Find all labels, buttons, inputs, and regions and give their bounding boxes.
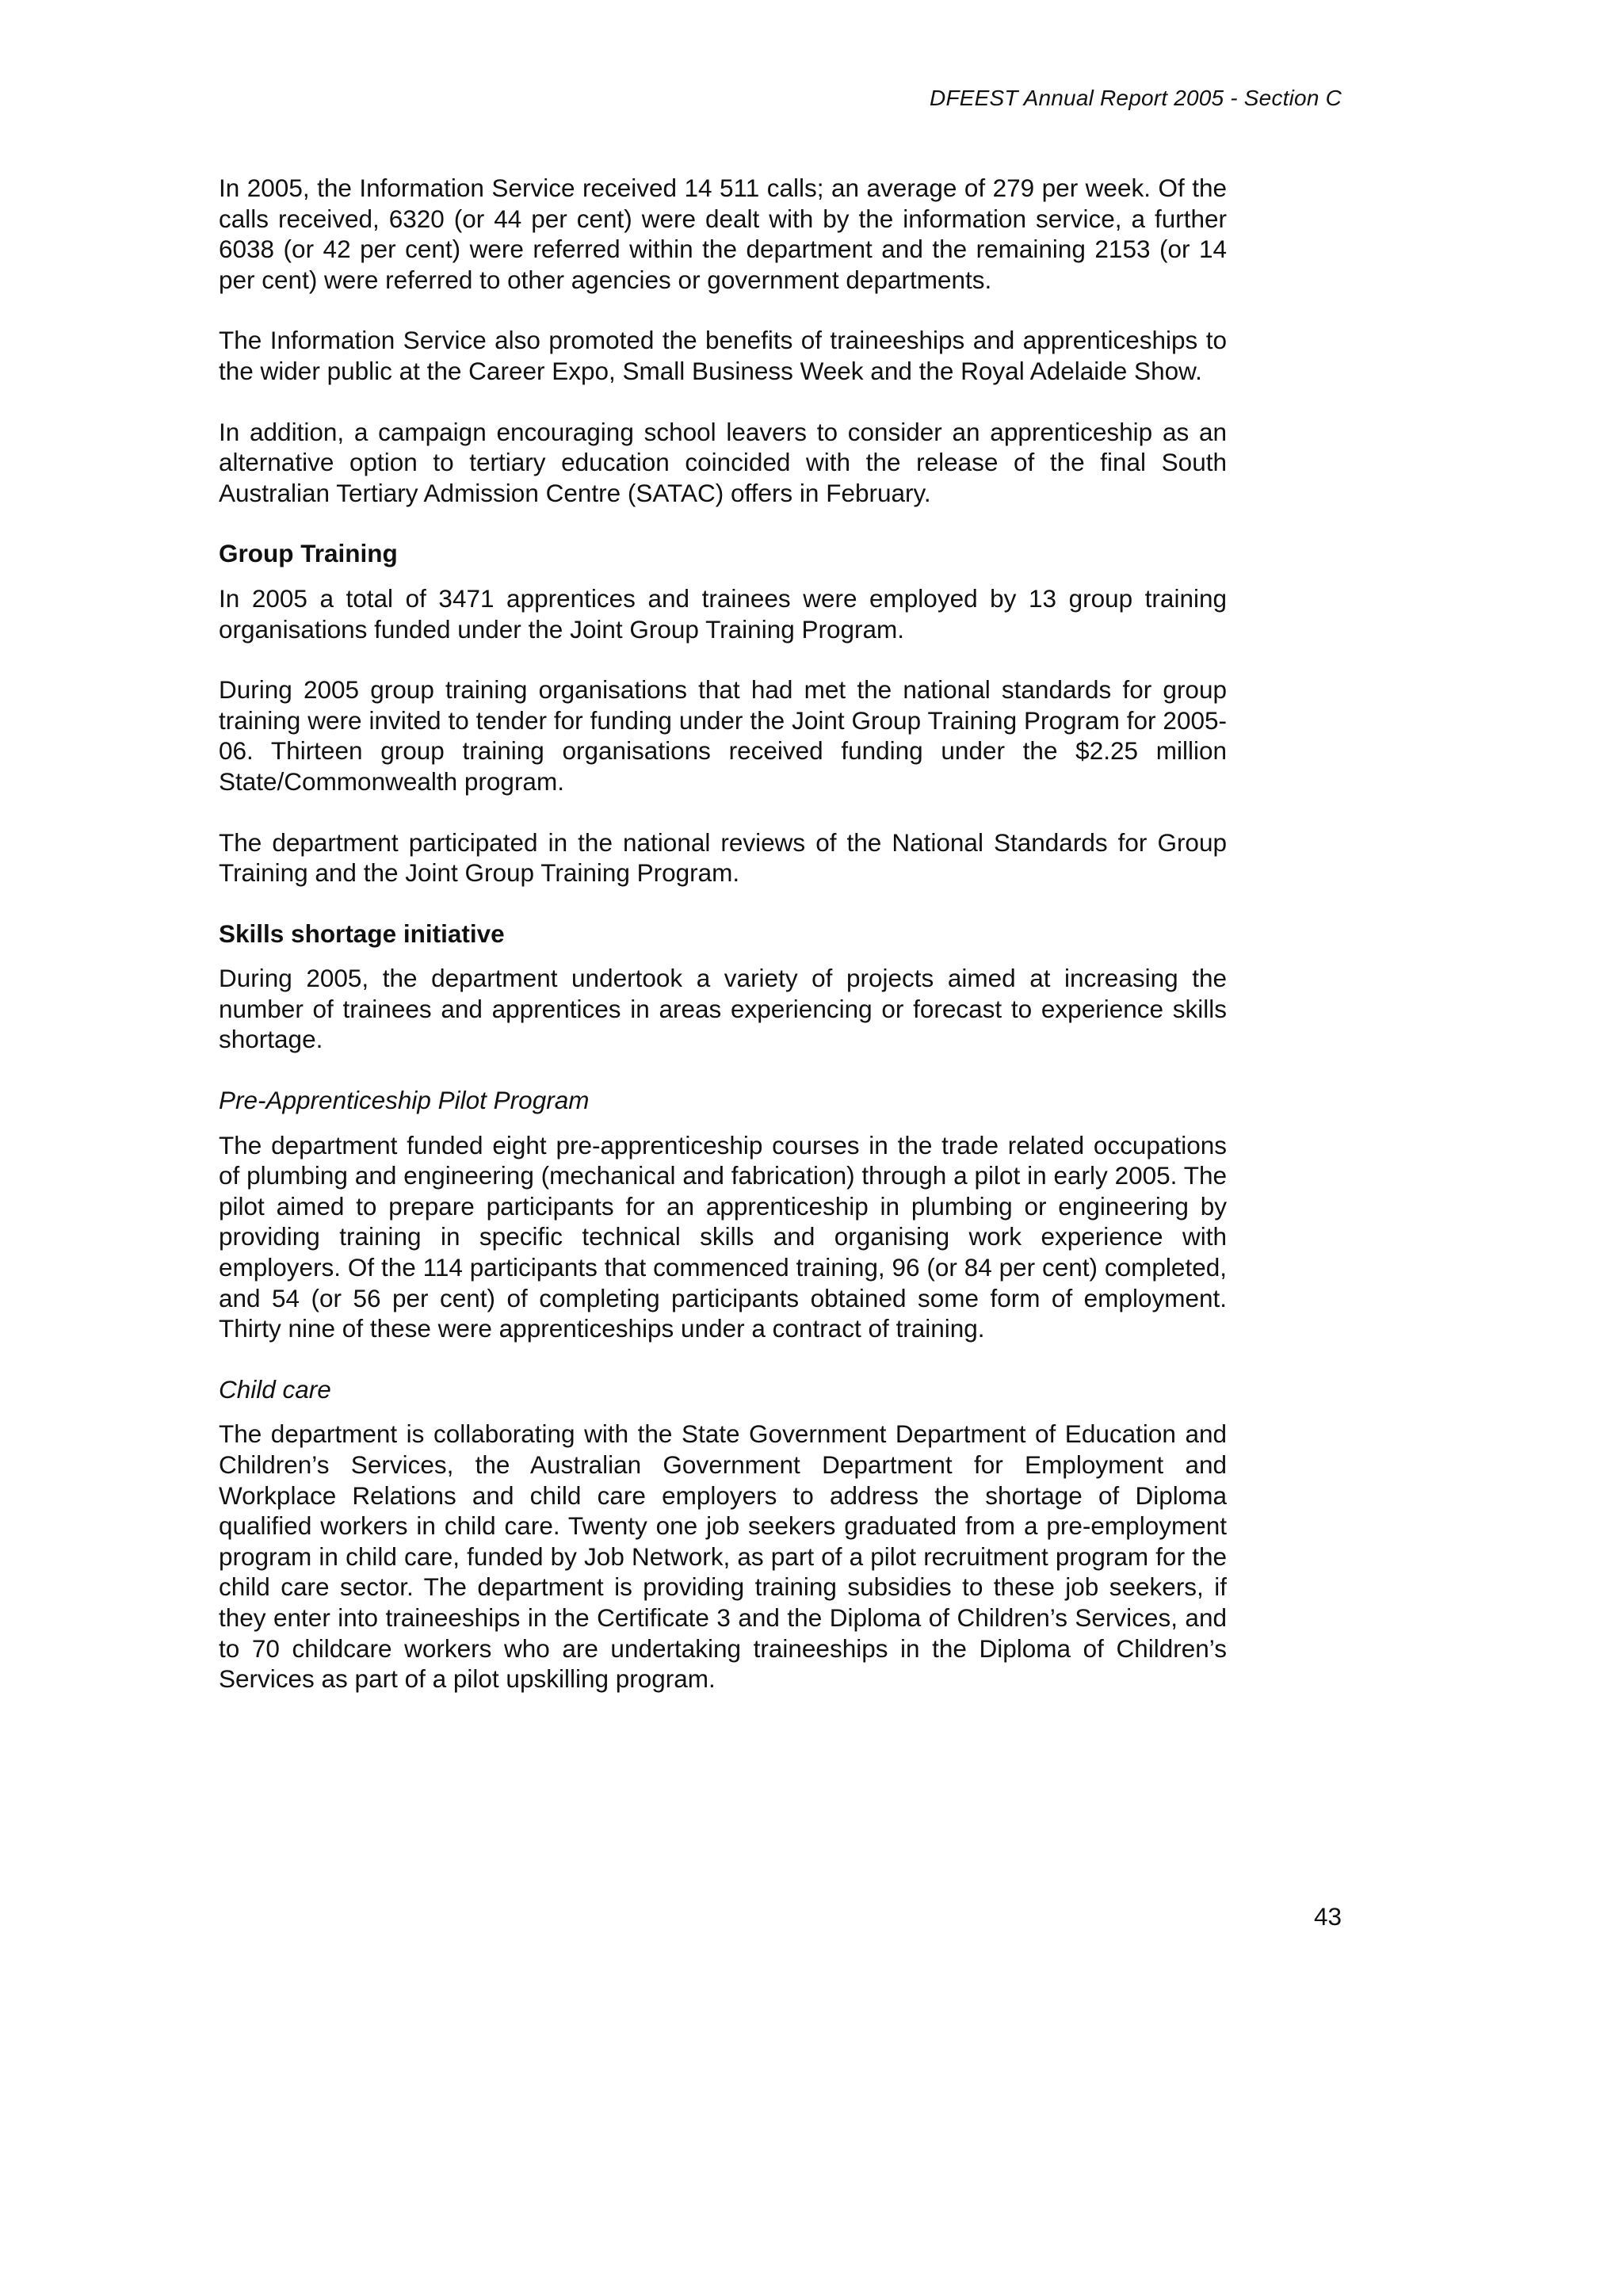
paragraph-national-reviews: The department participated in the national reviews of the National Standards for Group Training and the Joint Group Training Program. — [219, 827, 1227, 888]
subheading-pre-apprenticeship: Pre-Apprenticeship Pilot Program — [219, 1086, 590, 1115]
page-number: 43 — [1313, 1902, 1342, 1931]
paragraph-pre-apprenticeship: The department funded eight pre-apprenticeship courses in the trade related occupations of plumbing and engineering (mechanical and fabrication) through a pilot in early 2005. The pilot aimed to prepare participants for an apprenticeship in plumbing or engineering by providing training in specific technical skills and organising work experience with employers. Of the 114 participants that commenced training, 96 (or 84 per cent) completed, and 54 (or 56 per cent) of completing participants obtained some form of employment. Thirty nine of these were apprenticeships under a contract of training. — [219, 1130, 1227, 1343]
paragraph-child-care: The department is collaborating with the State Government Department of Education and Children’s Services, the Australian Government Department for Employment and Workplace Relations and child care employers to address the shortage of Diploma qualified workers in child care. Twenty one job seekers graduated from a pre-employment program in child care, funded by Job Network, as part of a pilot recruitment program for the child care sector. The department is providing training subsidies to these job seekers, if they enter into traineeships in the Certificate 3 and the Diploma of Children’s Services, and to 70 childcare workers who are undertaking traineeships in the Diploma of Children’s Services as part of a pilot upskilling program. — [219, 1419, 1227, 1694]
heading-group-training: Group Training — [219, 539, 398, 568]
paragraph-skills-shortage-projects: During 2005, the department undertook a variety of projects aimed at increasing the number of trainees and apprentices in areas experiencing or forecast to experience skills shortage. — [219, 964, 1227, 1054]
paragraph-group-training-total: In 2005 a total of 3471 apprentices and trainees were employed by 13 group training organisations funded under the Joint Group Training Program. — [219, 583, 1227, 644]
document-body — [219, 173, 1227, 1725]
subheading-child-care: Child care — [219, 1374, 331, 1404]
paragraph-school-leavers-campaign: In addition, a campaign encouraging school leavers to consider an apprenticeship as an alternative option to tertiary education coincided with the release of the final South Australian Tertiary Admission Centre (SATAC) offers in February. — [219, 417, 1227, 507]
paragraph-information-service-promotion: The Information Service also promoted the benefits of traineeships and apprenticeships to the wider public at the Career Expo, Small Business Week and the Royal Adelaide Show. — [219, 326, 1227, 385]
paragraph-information-service-calls: In 2005, the Information Service received 14 511 calls; an average of 279 per week. Of the calls received, 6320 (or 44 per cent) were dealt with by the information service, a further 6038 (or 42 per cent) were referred within the department and the remaining 2153 (or 14 per cent) were referred to other agencies or government departments. — [219, 174, 1227, 294]
heading-skills-shortage: Skills shortage initiative — [219, 919, 505, 948]
running-header: DFEEST Annual Report 2005 - Section C — [930, 86, 1342, 110]
paragraph-group-training-tender: During 2005 group training organisations that had met the national standards for group training were invited to tender for funding under the Joint Group Training Program for 2005-06. Thirteen group training organisations received funding under the $2.25 million State/Commonwealth program. — [219, 675, 1227, 796]
